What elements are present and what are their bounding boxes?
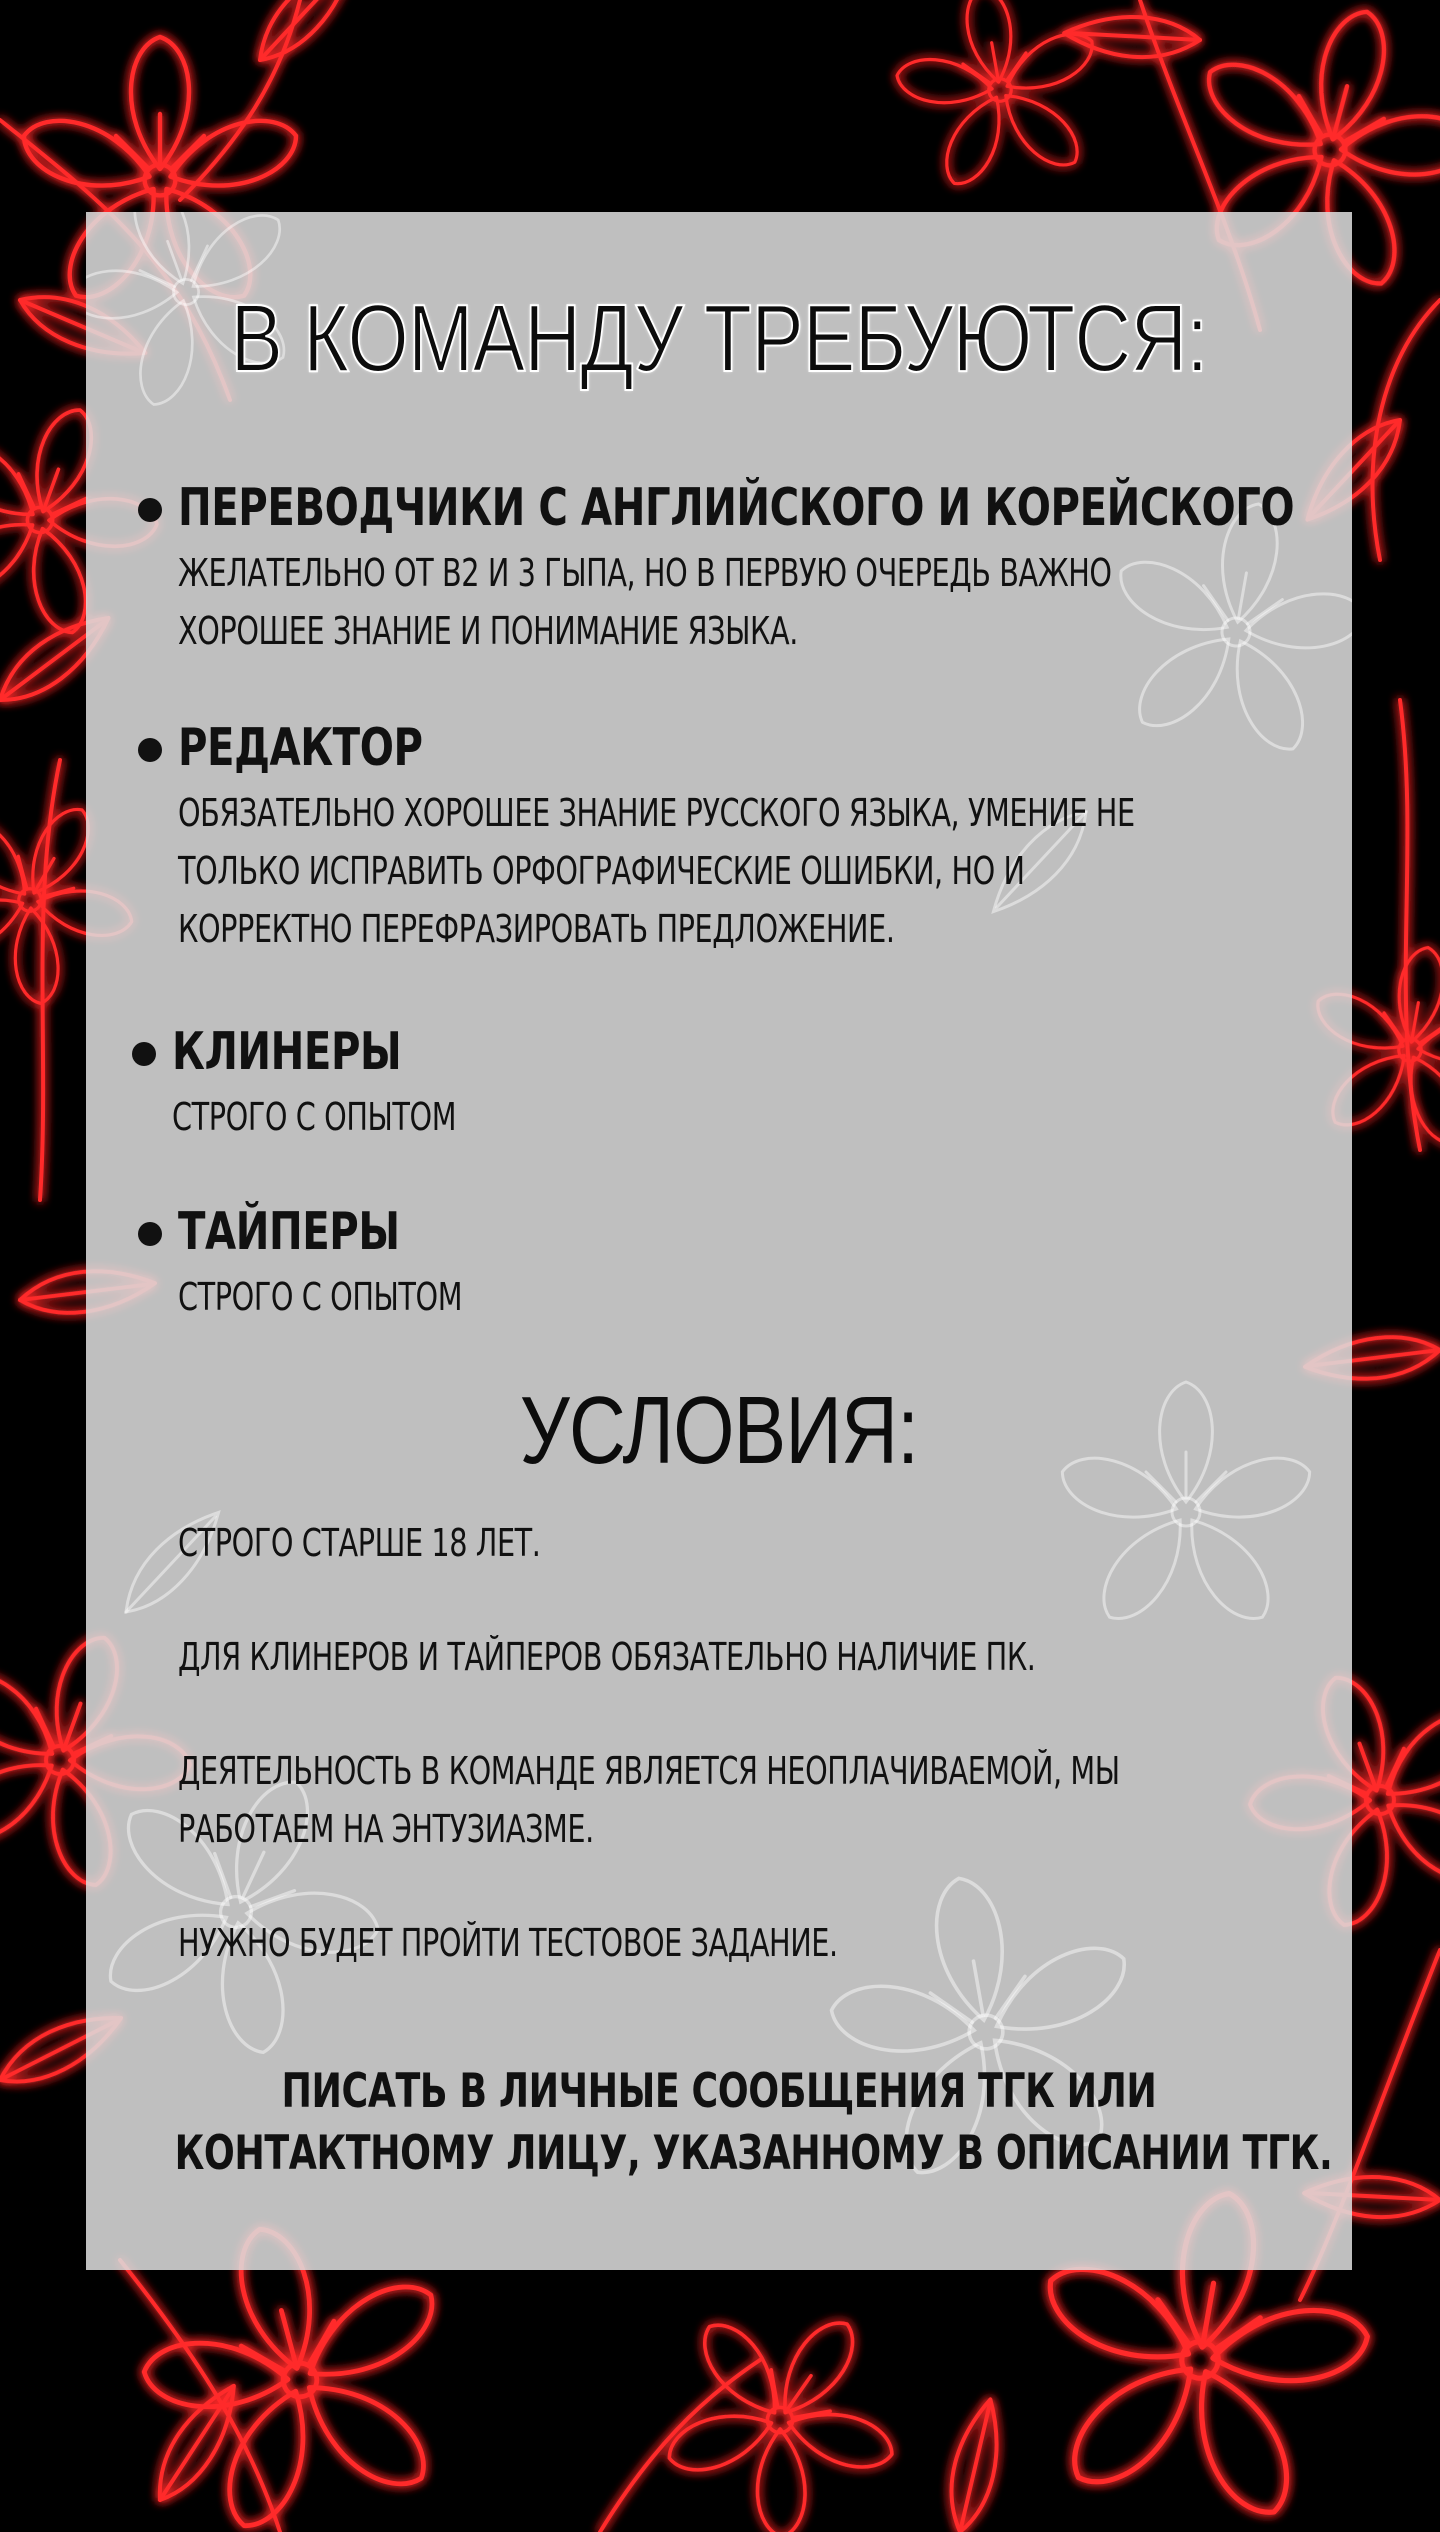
role-description: ОБЯЗАТЕЛЬНО ХОРОШЕЕ ЗНАНИЕ РУССКОГО ЯЗЫКА, УМЕНИЕ НЕ	[178, 791, 1135, 835]
role-title: РЕДАКТОР	[178, 718, 423, 778]
condition-item: СТРОГО СТАРШЕ 18 ЛЕТ.	[178, 1521, 541, 1565]
contact-note: ПИСАТЬ В ЛИЧНЫЕ СООБЩЕНИЯ ТГК ИЛИ	[281, 2064, 1157, 2119]
role-title: ПЕРЕВОДЧИКИ С АНГЛИЙСКОГО И КОРЕЙСКОГО	[178, 478, 1295, 538]
role-description: ХОРОШЕЕ ЗНАНИЕ И ПОНИМАНИЕ ЯЗЫКА.	[178, 609, 798, 653]
bullet-icon	[132, 1042, 156, 1066]
role-title: КЛИНЕРЫ	[172, 1022, 402, 1082]
content-card	[86, 212, 1352, 2270]
conditions-title: УСЛОВИЯ:	[519, 1377, 919, 1484]
bullet-icon	[138, 738, 162, 762]
bullet-icon	[138, 498, 162, 522]
role-description: СТРОГО С ОПЫТОМ	[172, 1095, 457, 1139]
condition-item: НУЖНО БУДЕТ ПРОЙТИ ТЕСТОВОЕ ЗАДАНИЕ.	[178, 1921, 838, 1965]
role-title: ТАЙПЕРЫ	[178, 1202, 400, 1262]
condition-item: ДЕЯТЕЛЬНОСТЬ В КОМАНДЕ ЯВЛЯЕТСЯ НЕОПЛАЧИВАЕМОЙ, МЫ	[178, 1749, 1120, 1793]
role-description: СТРОГО С ОПЫТОМ	[178, 1275, 463, 1319]
condition-item: РАБОТАЕМ НА ЭНТУЗИАЗМЕ.	[178, 1807, 594, 1851]
page-title: В КОМАНДУ ТРЕБУЮТСЯ:	[230, 285, 1208, 392]
contact-note: КОНТАКТНОМУ ЛИЦУ, УКАЗАННОМУ В ОПИСАНИИ ТГК.	[174, 2126, 1333, 2181]
condition-item: ДЛЯ КЛИНЕРОВ И ТАЙПЕРОВ ОБЯЗАТЕЛЬНО НАЛИЧИЕ ПК.	[178, 1635, 1036, 1679]
role-description: ЖЕЛАТЕЛЬНО ОТ B2 И 3 ГЫПА, НО В ПЕРВУЮ ОЧЕРЕДЬ ВАЖНО	[178, 551, 1112, 595]
role-description: КОРРЕКТНО ПЕРЕФРАЗИРОВАТЬ ПРЕДЛОЖЕНИЕ.	[178, 907, 895, 951]
role-description: ТОЛЬКО ИСПРАВИТЬ ОРФОГРАФИЧЕСКИЕ ОШИБКИ, НО И	[178, 849, 1025, 893]
bullet-icon	[138, 1222, 162, 1246]
